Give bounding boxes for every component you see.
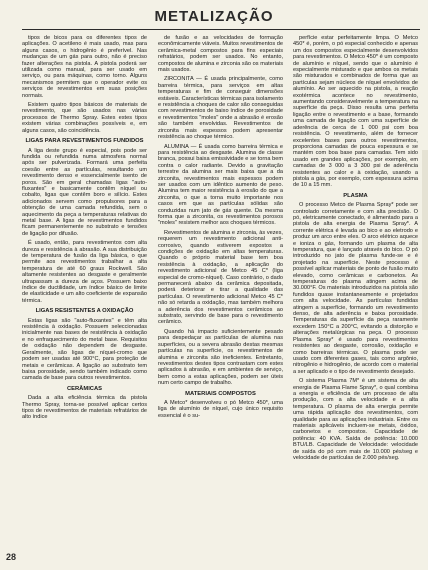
paragraph: tipos de bicos para os diferentes tipos de aplicações. O acetileno é mais usado, mas para alguns casos, o hidrogênio é preferível. Nas mudanças de um gás para outro, não é preciso fazer alterações na pistola. A pistola poderá ser utilizada como manual, para ser usado em serviço, ou para máquinas, como torno. Alguns mecanismos permitem que o operador evite os serviços de revestimentos em suas posições normais. — [22, 35, 147, 99]
paragraph: A liga deste grupo é especial, pois pode ser fundida ou refundida numa atmosfera normal após ser pulverizada. Formará uma perfeita coesão entre as partículas, resultando um revestimento denso e essencialmente isento de poros. São em geral chamadas ligas "auto-fluxantes" e basicamente contêm níquel ou cobalto, ligas que contêm boro e silício. Estes adicionados servem como propulsores para a obtenção de uma camada refundida, sem o aquecimento da peça a temperaturas relativas do metal base. A ligas de revestimentos fundidos ficam permanentemente no substrato e tensões de ligação por difusão. — [22, 147, 147, 237]
column-2 — [158, 35, 283, 555]
column-1 — [22, 35, 147, 555]
paragraph: Quando há impacto suficientemente pesado para despedaçar as partículas de alumina nas superfícies, ou a severa abrasão destas mesmas partículas na superfície, os revestimentos de alumina e zirconita são ineficientes. Entretanto, revestimentos destes tipos contrastam com estes aplicados à abrasão, e em ambientes de serviço, bem como a estas aplicações, podem ser úteis num certo campo de trabalho. — [158, 328, 283, 387]
paragraph: Existem quatro tipos básicos de materiais de revestimento, que são usados nas várias processos de Thermo Spray. Estes estes tipos existem várias combinações possíveis e, em alguns casos, são coincidência. — [22, 102, 147, 134]
section-heading: LIGAS PARA REVESTIMENTOS FUNDIDOS — [25, 138, 144, 145]
column-3 — [293, 35, 418, 555]
paragraph: O sistema Plasma 7M* é um sistema de alta energia de Plasma Flame Spray*, o qual combina a energia e eficiência de um processo de alta produção, com a alta velocidade e a alta temperatura. O plasma de alta energia permite uma rápida aplicação dos revestimentos, com qualidade para as aplicações industriais. Entre os materiais aplicáveis incluem-se metais, óxidos, carbonetos e compostos. Capacidade de potência: 40 KVA. Saída de potência: 10.000 BTU/LB. Capacidade de Velocidade: velocidade de saída do pó com mais de 10.000 pés/seg e velocidade de partículas de 2.000 pés/seg. — [293, 378, 418, 461]
page-number: 28 — [6, 552, 17, 562]
paragraph: perfície estar perfeitamente limpa. O Metco 450* é, porém, o pó especial conhecido e apenas um dos compostos especialmente desenvolvidos para revestimentos. O Metco 450* é um composto de alumínio e níquel, sendo que o alumínio é especialmente misturado e que ambos os metais são misturados e combinados de forma que as partículas sejam núcleos de níquel envolvidos de alumínio. Ao ser aquecido na pistola, a reação exotérmica acontece no revestimento, aumentando consideravelmente a temperatura na superfície da peça. Disso resulta uma perfeita ligação entre o revestimento e a base, formando uma camada de ligação com uma superfície de aderência de cerca de 1 000 psi com boa resistência. O revestimento, além de fornecer excelentes bases para outros revestimentos, proporciona camadas de pouca espessura e se mantém com boa base para camadas. Tem sido usado em grandes aplicações, por exemplo, em camadas de 3 000 a 3 300 psi de aderência resistentes ao calor e à oxidação, usando a pistola a gás, por exemplo, com espessura acima de 10 a 15 mm. — [293, 35, 418, 189]
paragraph: A Metco* desenvolveu o pó Metco 450*, uma liga de alumínio de níquel, cujo único requisito essencial é o su- — [158, 399, 283, 419]
paragraph: O processo Metco de Plasma Spray* pode ser controlado corretamente e com alta precisão. O pó, eletricamente conectado, é alimentado para a pistola de alta energia de Plasma Spray*. A corrente elétrica é levada ao bico e ao eletrodo e produz um arco entre eles. O arco elétrico aquece e ioniza o gás, formando um plasma de alta temperatura, que é lançado através do bico. O pó introduzido no jato de plasma funde-se e é projetado na superfície. Neste processo é possível aplicar materiais de ponto de fusão muito elevado, como cerâmicas e carbonetos. As temperaturas do plasma atingem acima de 30.000°F. Os materiais introduzidos na pistola são fundidos quase instantaneamente e projetados com alta velocidade. As partículas fundidas atingem a superfície, formando um revestimento denso, de alta aderência e baixa porosidade. Temperaturas da superfície da peça raramente excedem 150°C a 200°C, evitando a distorção e alterações metalúrgicas na peça. O processo Plasma Spray* é usado para revestimentos resistentes ao desgaste, corrosão, oxidação e como barreiras térmicas. O plasma pode ser usado com diferentes gases, tais como argônio, nitrogênio e hidrogênio, de acordo com o material a ser aplicado e o tipo de revestimento desejado. — [293, 202, 418, 375]
header-rule — [22, 29, 420, 30]
paragraph: de fusão e as velocidades de formação econômicamente viáveis. Muitos revestimentos de cerâmica-metal compostos para fins especiais refratários, podem ser usados. No entanto, compostos de alumina e zirconia são os materiais mais usados. — [158, 35, 283, 74]
section-heading: LIGAS RESISTENTES A OXIDAÇÃO — [35, 308, 134, 315]
section-heading: MATERIAIS COMPOSTOS — [185, 390, 256, 397]
paragraph: ZIRCONITA — É usada principalmente, como barreira térmica, para serviços em altas temperaturas e fim de conseguir dimensões estáveis. Características térmicas para isolamento e resistência a choques de calor são conseguidas com revestimentos de baixo índice de porosidade e revestimentos "moles" onde a abrasão é erosão são também envolvidas. Revestimentos de zirconita mais espessos podem apresentar resistência ao choque térmico. — [158, 76, 283, 141]
paragraph: ALUMINA — É usada como barreira térmica e para resistência ao desgaste. Alumina de classe branca, possui baixa emissividade e se torna bem contra o calor radiante. Devido a gravitação terrestre da alumina ser mais baixa que a da zirconita, revestimentos mais espessos podem ser usados com um idêntico aumento de peso. Alumina tem maior resistência à erosão do que a zirconita, o que a torna muito importante nos casos em que as partículas sólidas são conduzidas num jato de gás quente. Da mesma forma que a zirconita, os revestimentos porosos "moles" resistem melhor aos choques térmicos. — [158, 143, 283, 227]
page-title: METALIZAÇÃO — [154, 8, 274, 25]
page-edge-shadow — [422, 150, 428, 330]
paragraph: Estas ligas são "auto-fluxantes" e têm alta resistência à oxidação. Possuem seleccionadas inicialmente nas bases de resistência à oxidação e no enfraquecimento do metal base. Requisitos de oxidação não dependem de desgaste. Geralmente, são ligas de níquel-cromo que podem ser usadas até 900°C, para proteção de metais e cerâmicas. A ligação ao substrato tem baixa porosidade, sendo também indicado como camada de base para outros revestimentos. — [22, 317, 147, 382]
section-heading: PLASMA — [343, 192, 368, 199]
paragraph: Revestimentos de alumina e zirconia, às vezes, requerem um revestimento adicional anti-corrosivo, quando estiverem expostos a condições de oxidação em altas temperaturas. Quando o próprio material base tem boa resistência à oxidação, a aplicação do revestimento adicional de Metco 45 C* (liga especial de cromo-níquel). Caso contrário, o dado permanecerá abaixo da cerâmica depositada, poderá deteriorar e tirar a qualidade das partículas. O revestimento adicional Metco 45 C* não só retarda a oxidação, mas também melhora a aderência dos revestimentos cerâmicos ao substrato, servindo de base para o revestimento cerâmico. — [158, 229, 283, 326]
section-heading: CERÂMICAS — [66, 385, 103, 392]
paragraph: É usado, então, para revestimentos com alta dureza e resistência à abrasão. A sua distribuição de temperatura de fusão da liga básica, o que permite aos revestimentos trabalhar a alta temperatura de até 60 graus Rockwell. São altamente resistentes ao desgaste e geralmente ultrapassam a dureza de aços. Possuem baixo índice de ductilidade, um índice básico de limite de elasticidade e um alto coeficiente de expansão térmica. — [22, 240, 147, 304]
paragraph: Dada a alta eficiência térmica da pistola Thermo Spray, torna-se possível aplicar certos tipos de revestimentos de materiais refratários de alto índice — [22, 395, 147, 421]
